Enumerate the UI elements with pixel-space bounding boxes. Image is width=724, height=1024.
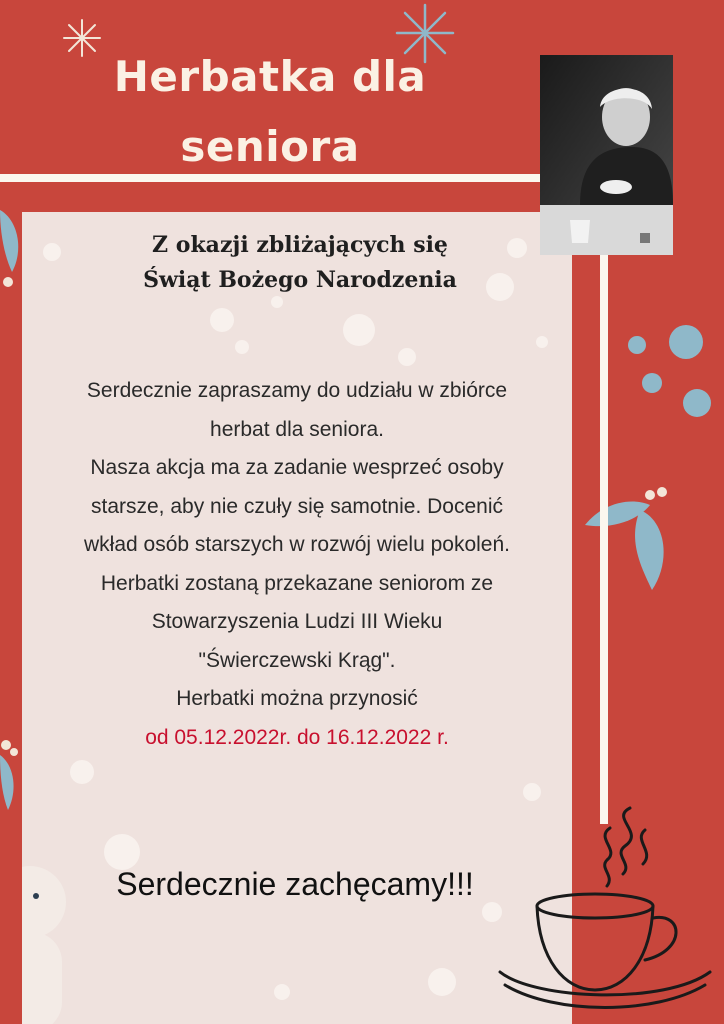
title-line-2: seniora [180,122,360,171]
subtitle-line-2: Świąt Bożego Narodzenia [143,267,457,293]
body-line: Herbatki można przynosić [176,687,418,710]
body-line: Stowarzyszenia Ludzi III Wieku [151,610,443,633]
closing-text: Serdecznie zachęcamy!!! [116,866,474,902]
holly-icon [0,210,18,287]
holly-icon [0,740,18,810]
collection-dates: od 05.12.2022r. do 16.12.2022 r. [145,725,449,749]
body-line: Nasza akcja ma za zadanie wesprzeć osoby [90,456,504,479]
body-text [32,372,562,757]
title-line-1: Herbatka dla [113,52,427,101]
body-line: Serdecznie zapraszamy do udziału w zbiórce [86,379,508,402]
body-line: starsze, aby nie czuły się samotnie. Docenić [90,494,503,518]
subtitle-line-1: Z okazji zbliżających się [152,232,448,258]
frame-right-line [600,174,608,824]
body-line: wkład osób starszych w rozwój wielu pokoleń. [83,533,511,556]
dots-decoration [628,325,711,417]
body-line: herbat dla seniora. [210,417,384,441]
subtitle [40,228,560,298]
body-line: "Świerczewski Krąg". [198,648,396,672]
senior-photo [540,55,673,255]
holly-icon [585,487,667,590]
page-title [60,42,480,182]
body-line: Herbatki zostaną przekazane seniorom ze [100,571,494,595]
teacup-icon [515,800,715,1020]
